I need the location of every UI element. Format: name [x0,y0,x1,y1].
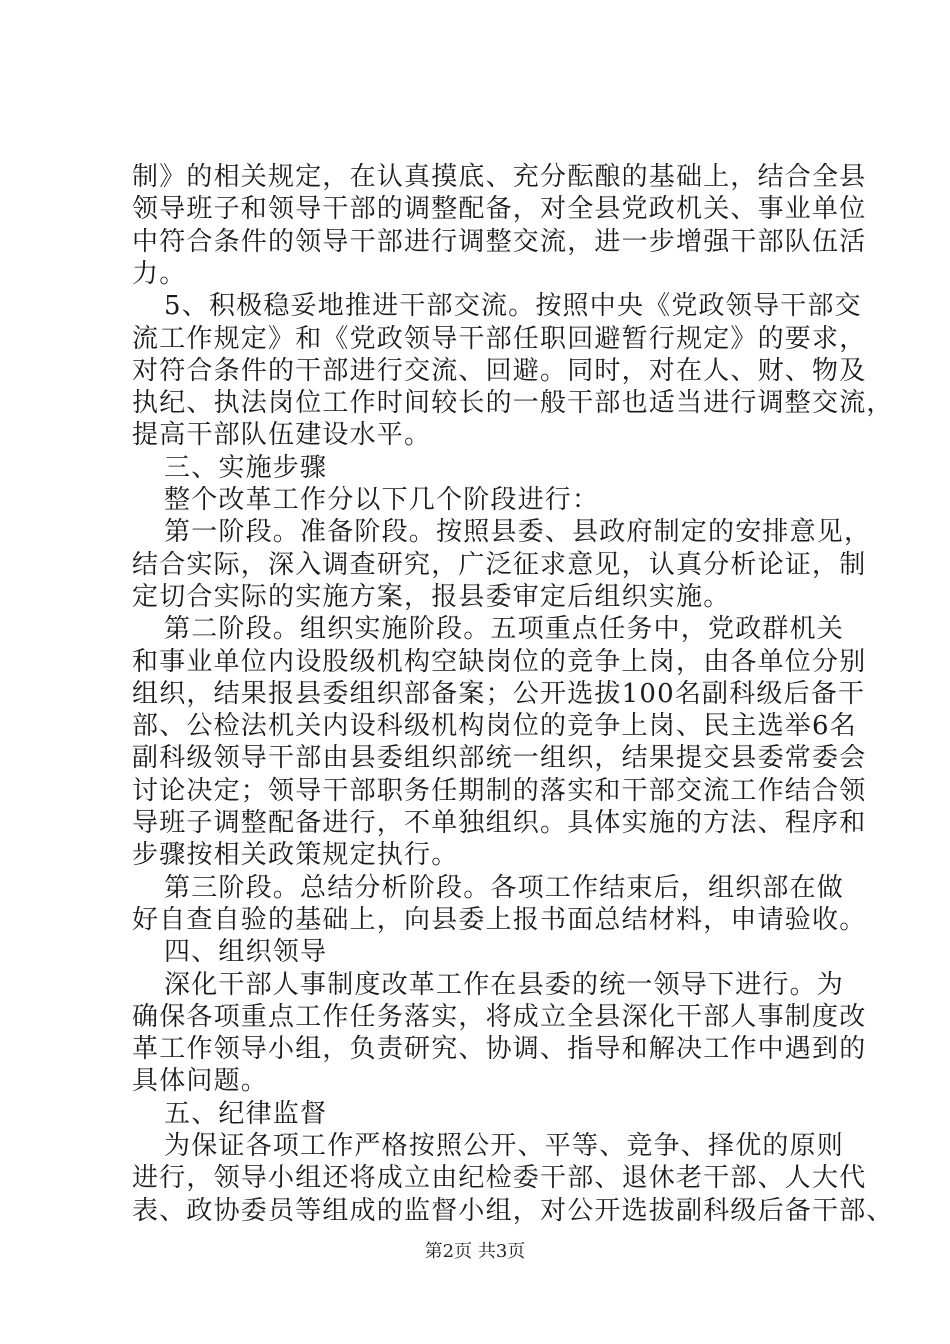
text-line: 领导班子和领导干部的调整配备，对全县党政机关、事业单位 [132,194,867,225]
text-line: 表、政协委员等组成的监督小组，对公开选拔副科级后备干部、 [132,1195,894,1226]
text-line: 第一阶段。准备阶段。按照县委、县政府制定的安排意见， [164,517,872,548]
text-line: 具体问题。 [132,1066,269,1097]
text-line: 三、实施步骤 [164,452,328,483]
text-line: 部、公检法机关内设科级机构岗位的竞争上岗、民主选举6名 [132,711,857,742]
text-line: 革工作领导小组，负责研究、协调、指导和解决工作中遇到的 [132,1034,867,1065]
text-line: 提高干部队伍建设水平。 [132,420,432,451]
text-line: 讨论决定；领导干部职务任期制的落实和干部交流工作结合领 [132,775,867,806]
text-line: 结合实际，深入调查研究，广泛征求意见，认真分析论证，制 [132,549,867,580]
text-line: 四、组织领导 [164,937,328,968]
text-line: 组织，结果报县委组织部备案；公开选拔100名副科级后备干 [132,678,866,709]
text-line: 流工作规定》和《党政领导干部任职回避暂行规定》的要求， [132,323,867,354]
text-line: 对符合条件的干部进行交流、回避。同时，对在人、财、物及 [132,355,867,386]
text-line: 深化干部人事制度改革工作在县委的统一领导下进行。为 [164,969,845,1000]
text-line: 定切合实际的实施方案，报县委审定后组织实施。 [132,581,731,612]
text-line: 步骤按相关政策规定执行。 [132,840,459,871]
text-line: 中符合条件的领导干部进行调整交流，进一步增强干部队伍活 [132,226,867,257]
text-line: 第二阶段。组织实施阶段。五项重点任务中，党政群机关 [164,614,845,645]
page-footer: 第2页 共3页 [424,1241,526,1262]
text-line: 确保各项重点工作任务落实，将成立全县深化干部人事制度改 [132,1001,867,1032]
text-line: 进行，领导小组还将成立由纪检委干部、退休老干部、人大代 [132,1163,867,1194]
text-line: 5、积极稳妥地推进干部交流。按照中央《党政领导干部交 [164,291,862,322]
text-line: 第三阶段。总结分析阶段。各项工作结束后，组织部在做 [164,872,845,903]
text-line: 五、纪律监督 [164,1098,328,1129]
text-line: 导班子调整配备进行，不单独组织。具体实施的方法、程序和 [132,808,867,838]
text-line: 力。 [132,258,187,289]
text-line: 和事业单位内设股级机构空缺岗位的竞争上岗，由各单位分别 [132,646,867,677]
text-line: 制》的相关规定，在认真摸底、充分酝酿的基础上，结合全县 [132,162,867,192]
text-line: 执纪、执法岗位工作时间较长的一般干部也适当进行调整交流， [132,388,894,419]
text-line: 整个改革工作分以下几个阶段进行： [164,485,600,515]
text-line: 好自查自验的基础上，向县委上报书面总结材料，申请验收。 [132,904,867,935]
text-line: 副科级领导干部由县委组织部统一组织，结果提交县委常委会 [132,743,867,774]
text-line: 为保证各项工作严格按照公开、平等、竞争、择优的原则 [164,1131,845,1161]
